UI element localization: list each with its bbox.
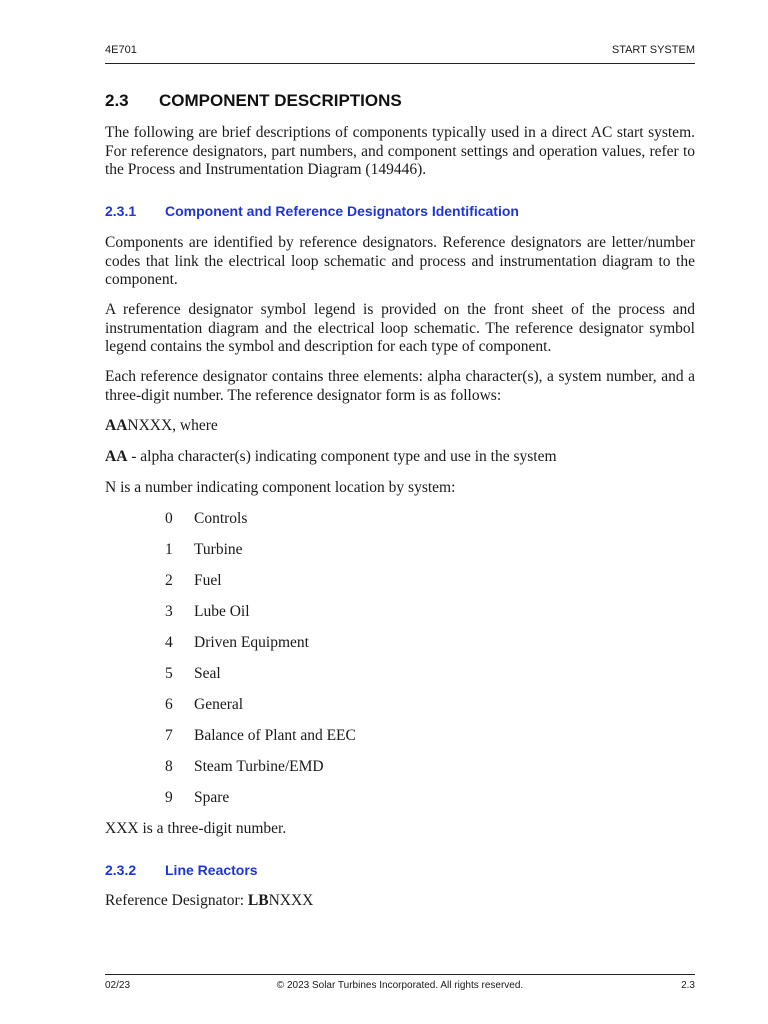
page-header xyxy=(105,44,695,62)
system-digit: 8 xyxy=(165,758,173,775)
alpha-definition xyxy=(105,448,695,467)
subsection-title: Component and Reference Designators Identification xyxy=(165,203,519,219)
header-divider xyxy=(105,63,695,64)
paragraph-designators: Components are identified by reference designators. Reference designators are letter/number codes that link the electrical loop schematic and process and instrumentation diagram to the component. xyxy=(105,234,695,288)
designator-suffix: NXXX xyxy=(268,892,314,909)
system-label: Lube Oil xyxy=(194,603,250,620)
system-number-definition: N is a number indicating component location by system: xyxy=(105,479,456,496)
section-number: 2.3 xyxy=(105,91,129,110)
footer-divider xyxy=(105,974,695,975)
list-item xyxy=(165,510,247,528)
paragraph-elements: Each reference designator contains three elements: alpha character(s), a system number, and a three-digit number. The reference designator form is as follows: xyxy=(105,368,695,404)
system-digit: 6 xyxy=(165,696,173,713)
revision-date: 02/23 xyxy=(105,980,131,991)
xxx-definition: XXX is a three-digit number. xyxy=(105,820,287,837)
designator-form-alpha: AA xyxy=(105,417,128,434)
subsection-heading-1 xyxy=(105,203,519,219)
list-item xyxy=(165,541,243,559)
designator-form xyxy=(105,417,695,436)
designator-form-rest: NXXX, where xyxy=(127,417,218,434)
list-item xyxy=(165,789,229,807)
system-digit: 9 xyxy=(165,789,173,806)
section-intro: The following are brief descriptions of components typically used in a direct AC start system. For reference designators, part numbers, and component settings and operation values, refer to the Process and Instrumentation Diagram (149446). xyxy=(105,124,695,178)
page-footer xyxy=(105,980,695,996)
system-label: General xyxy=(194,696,244,713)
page-number: 2.3 xyxy=(681,980,695,991)
subsection-number: 2.3.2 xyxy=(105,862,137,878)
system-label: Controls xyxy=(194,510,248,527)
list-item xyxy=(165,603,250,621)
system-digit: 7 xyxy=(165,727,173,744)
document-id: 4E701 xyxy=(105,44,137,56)
subsection-number: 2.3.1 xyxy=(105,203,137,219)
subsection-title: Line Reactors xyxy=(165,862,258,878)
designator-alpha: LB xyxy=(247,892,269,909)
copyright-notice: © 2023 Solar Turbines Incorporated. All rights reserved. xyxy=(276,980,524,991)
list-item xyxy=(165,758,324,776)
system-label: Turbine xyxy=(194,541,243,558)
list-item xyxy=(165,665,221,683)
system-digit: 2 xyxy=(165,572,173,589)
subsection-heading-2 xyxy=(105,862,258,878)
alpha-definition-term: AA xyxy=(105,448,128,465)
paragraph-symbol-legend: A reference designator symbol legend is provided on the front sheet of the process and instrumentation diagram and the electrical loop schematic. The reference designator symbol legend contains the symbol and description for each type of component. xyxy=(105,301,695,355)
list-item xyxy=(165,727,356,745)
section-heading xyxy=(105,91,402,111)
system-label: Seal xyxy=(194,665,221,682)
alpha-definition-text: - alpha character(s) indicating component type and use in the system xyxy=(127,448,557,465)
line-reactor-designator xyxy=(105,892,695,911)
designator-prefix: Reference Designator: xyxy=(105,892,248,909)
system-digit: 5 xyxy=(165,665,173,682)
system-label: Driven Equipment xyxy=(194,634,309,651)
system-label: Balance of Plant and EEC xyxy=(194,727,356,744)
system-digit: 0 xyxy=(165,510,173,527)
system-digit: 1 xyxy=(165,541,173,558)
system-label: Steam Turbine/EMD xyxy=(194,758,324,775)
list-item xyxy=(165,634,309,652)
system-label: Spare xyxy=(194,789,230,806)
system-digit: 4 xyxy=(165,634,173,651)
list-item xyxy=(165,572,222,590)
list-item xyxy=(165,696,243,714)
header-section-title: START SYSTEM xyxy=(611,44,695,56)
system-label: Fuel xyxy=(194,572,222,589)
section-title: COMPONENT DESCRIPTIONS xyxy=(159,91,402,110)
system-digit: 3 xyxy=(165,603,173,620)
